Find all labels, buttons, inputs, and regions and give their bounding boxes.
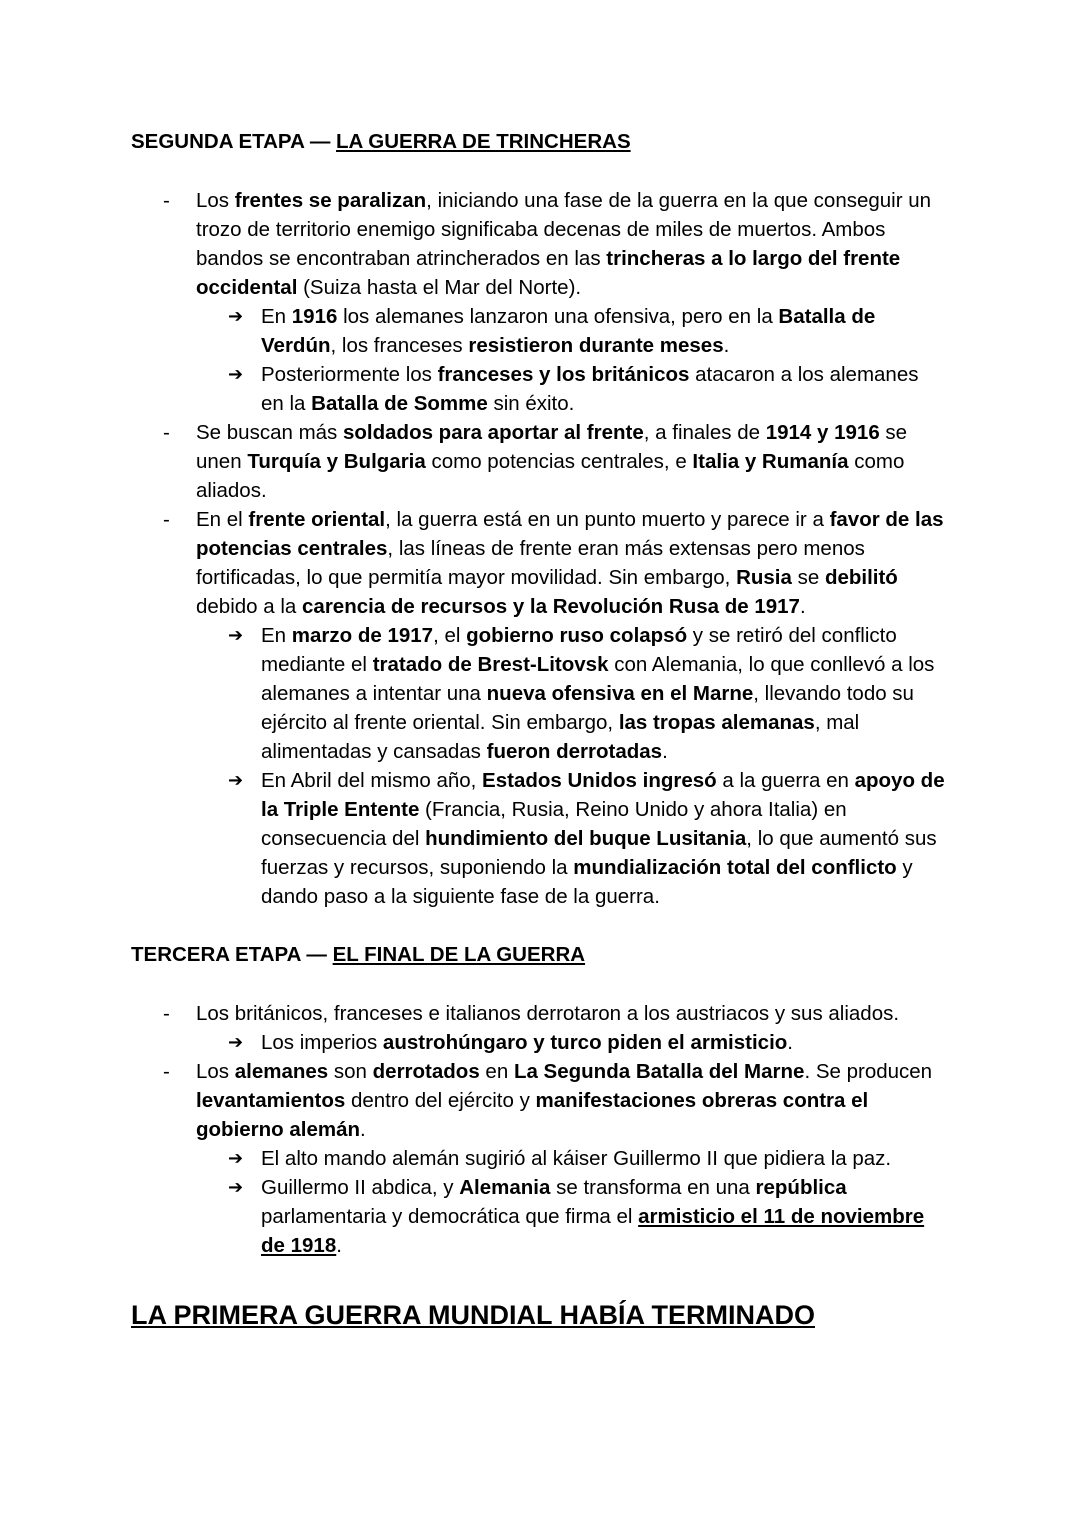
bullet-list-tercera-etapa [131,999,1080,1260]
sub-list [196,1028,946,1057]
sub-list [196,621,946,911]
arrow-right-icon: ➔ [228,770,244,791]
heading-title: EL FINAL DE LA GUERRA [332,943,586,966]
final-heading: LA PRIMERA GUERRA MUNDIAL HABÍA TERMINADO [131,1300,815,1330]
sub-list-item: ➔ En Abril del mismo año, Estados Unidos ingresó a la guerra en apoyo de la Triple Entente (Francia, Rusia, Reino Unido y ahora Italia) en consecuencia del hundimiento del buque Lusitania, lo que aumentó sus fuerzas y recursos, suponiendo la mundialización total del conflicto y dando paso a la siguiente fase de la guerra. [196,766,946,911]
arrow-right-icon: ➔ [228,306,244,327]
list-item: - Los frentes se paralizan, iniciando una fase de la guerra en la que conseguir un trozo de territorio enemigo significaba decenas de miles de muertos. Ambos bandos se encontraban atrincherados en las trincheras a lo largo del frente occidental (Suiza hasta el Mar del Norte). ➔ En 1916 los alemanes lanzaron una ofensiva, pero en la Batalla de Verdún, los franceses resistieron durante meses. ➔ Posteriormente los franceses y los británicos atacaron a los alemanes en la Batalla de Somme sin éxito. [131,186,946,418]
arrow-right-icon: ➔ [228,1032,244,1053]
arrow-right-icon: ➔ [228,625,244,646]
arrow-right-icon: ➔ [228,364,244,385]
heading-title: LA GUERRA DE TRINCHERAS [336,130,631,153]
arrow-right-icon: ➔ [228,1177,244,1198]
heading-prefix: TERCERA ETAPA — [131,943,333,966]
sub-list-item: ➔ Guillermo II abdica, y Alemania se transforma en una república parlamentaria y democrática que firma el armisticio el 11 de noviembre de 1918. [196,1173,946,1260]
section-heading-segunda-etapa [131,128,1080,156]
list-item: - Los alemanes son derrotados en La Segunda Batalla del Marne. Se producen levantamientos dentro del ejército y manifestaciones obreras contra el gobierno alemán. ➔ El alto mando alemán sugirió al káiser Guillermo II que pidiera la paz. ➔ Guillermo II abdica, y Alemania se transforma en una república parlamentaria y democrática que firma el armisticio el 11 de noviembre de 1918. [131,1057,946,1260]
sub-list-item: ➔ Posteriormente los franceses y los británicos atacaron a los alemanes en la Batalla de Somme sin éxito. [196,360,946,418]
list-item: - Se buscan más soldados para aportar al frente, a finales de 1914 y 1916 se unen Turquía y Bulgaria como potencias centrales, e Italia y Rumanía como aliados. [131,418,946,505]
dash-bullet: - [163,508,170,531]
sub-list-item: ➔ Los imperios austrohúngaro y turco piden el armisticio. [196,1028,946,1057]
dash-bullet: - [163,421,170,444]
list-item: - Los británicos, franceses e italianos derrotaron a los austriacos y sus aliados. ➔ Los imperios austrohúngaro y turco piden el armisticio. [131,999,946,1057]
sub-list-item: ➔ En marzo de 1917, el gobierno ruso colapsó y se retiró del conflicto mediante el tratado de Brest-Litovsk con Alemania, lo que conllevó a los alemanes a intentar una nueva ofensiva en el Marne, llevando todo su ejército al frente oriental. Sin embargo, las tropas alemanas, mal alimentadas y cansadas fueron derrotadas. [196,621,946,766]
list-item: - En el frente oriental, la guerra está en un punto muerto y parece ir a favor de las potencias centrales, las líneas de frente eran más extensas pero menos fortificadas, lo que permitía mayor movilidad. Sin embargo, Rusia se debilitó debido a la carencia de recursos y la Revolución Rusa de 1917. ➔ En marzo de 1917, el gobierno ruso colapsó y se retiró del conflicto mediante el tratado de Brest-Litovsk con Alemania, lo que conllevó a los alemanes a intentar una nueva ofensiva en el Marne, llevando todo su ejército al frente oriental. Sin embargo, las tropas alemanas, mal alimentadas y cansadas fueron derrotadas. ➔ En Abril del mismo año, Estados Unidos ingresó a la guerra en apoyo de la Triple Entente (Francia, Rusia, Reino Unido y ahora Italia) en consecuencia del hundimiento del buque Lusitania, lo que aumentó sus fuerzas y recursos, suponiendo la mundialización total del conflicto y dando paso a la siguiente fase de la guerra. [131,505,946,911]
dash-bullet: - [163,1060,170,1083]
sub-list [196,1144,946,1260]
sub-list [196,302,946,418]
arrow-right-icon: ➔ [228,1148,244,1169]
dash-bullet: - [163,189,170,212]
bullet-list-segunda-etapa [131,186,1080,911]
dash-bullet: - [163,1002,170,1025]
sub-list-item: ➔ El alto mando alemán sugirió al káiser Guillermo II que pidiera la paz. [196,1144,946,1173]
section-heading-tercera-etapa [131,941,1080,969]
sub-list-item: ➔ En 1916 los alemanes lanzaron una ofensiva, pero en la Batalla de Verdún, los franceses resistieron durante meses. [196,302,946,360]
heading-prefix: SEGUNDA ETAPA — [131,130,337,153]
